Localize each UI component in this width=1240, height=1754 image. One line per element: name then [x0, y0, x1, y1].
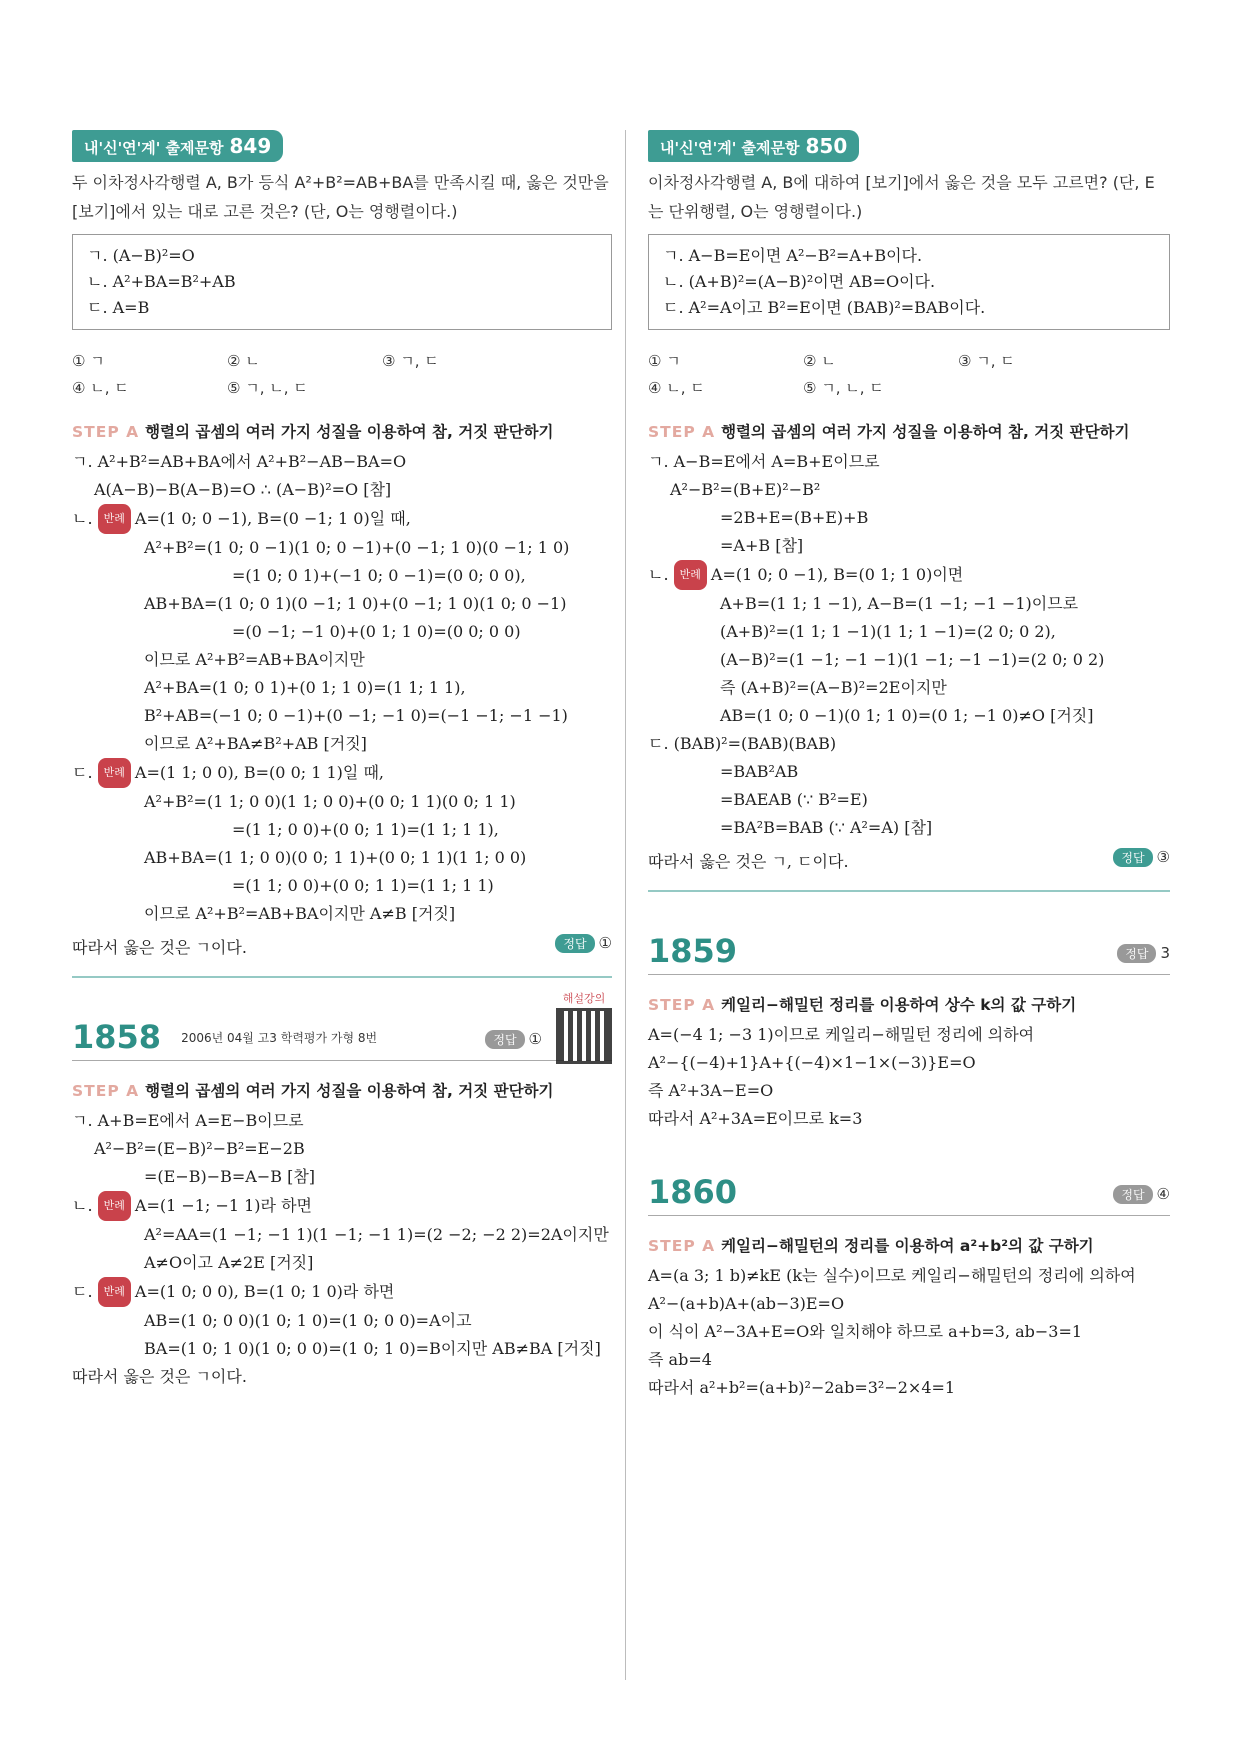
problem-source: 2006년 04월 고3 학력평가 가형 8번	[181, 1030, 378, 1045]
counterexample-badge: 반례	[674, 560, 707, 590]
solution-line: (A+B)²=(1 1; 1 −1)(1 1; 1 −1)=(2 0; 0 2),	[720, 622, 1056, 641]
choices-850	[648, 348, 1170, 402]
choice: ④ ㄴ, ㄷ	[72, 379, 129, 397]
solution-line: =BA²B=BAB (∵ A²=A) [참]	[720, 818, 933, 837]
counterexample-badge: 반례	[98, 1277, 131, 1307]
solution-line: A²+B²=(1 0; 0 −1)(1 0; 0 −1)+(0 −1; 1 0)(0 −1; 1 0)	[144, 538, 570, 557]
solution-line: =BAB²AB	[720, 762, 799, 781]
solution-line: 따라서 A²+3A=E이므로 k=3	[648, 1109, 863, 1128]
bogi-item: ㄷ. A²=A이고 B²=E이면 (BAB)²=BAB이다.	[663, 298, 986, 317]
counterexample-badge: 반례	[98, 504, 131, 534]
problem-header-1860	[648, 1173, 1170, 1216]
solution-line: 즉 A²+3A−E=O	[648, 1081, 774, 1100]
question-text-850: 이차정사각행렬 A, B에 대하여 [보기]에서 옳은 것을 모두 고르면? (단, E는 단위행렬, O는 영행렬이다.)	[648, 173, 1155, 221]
conclusion: 따라서 옳은 것은 ㄱ이다.	[72, 1367, 247, 1386]
choice: ⑤ ㄱ, ㄴ, ㄷ	[803, 379, 884, 397]
solution-line: ㄴ. 반례 A=(1 −1; −1 1)라 하면	[72, 1191, 612, 1221]
solution-line: ㄷ. 반례 A=(1 1; 0 0), B=(0 0; 1 1)일 때,	[72, 758, 612, 788]
solution-line: =2B+E=(B+E)+B	[720, 508, 869, 527]
bogi-item: ㄱ. (A−B)²=O	[87, 246, 195, 265]
choice: ① ㄱ	[72, 352, 105, 370]
solution-line: A²+B²=(1 1; 0 0)(1 1; 0 0)+(0 0; 1 1)(0 0; 1 1)	[144, 792, 516, 811]
choice: ② ㄴ	[803, 352, 836, 370]
left-column	[72, 130, 612, 1391]
conclusion: 따라서 옳은 것은 ㄱ, ㄷ이다.	[648, 852, 849, 871]
problem-number: 1860	[648, 1173, 738, 1211]
solution-line: =(0 −1; −1 0)+(0 1; 1 0)=(0 0; 0 0)	[232, 622, 521, 641]
answer-badge: 정답 ③	[1113, 848, 1170, 867]
choice: ④ ㄴ, ㄷ	[648, 379, 705, 397]
solution-line: BA=(1 0; 1 0)(1 0; 0 0)=(1 0; 1 0)=B이지만 AB≠BA [거짓]	[144, 1339, 601, 1358]
bogi-box-849	[72, 234, 612, 330]
step-heading: STEP A 행렬의 곱셈의 여러 가지 성질을 이용하여 참, 거짓 판단하기	[72, 1082, 554, 1100]
question-text-849: 두 이차정사각행렬 A, B가 등식 A²+B²=AB+BA를 만족시킬 때, 옳은 것만을 [보기]에서 있는 대로 고른 것은? (단, O는 영행렬이다.)	[72, 173, 609, 221]
solution-line: A²−(a+b)A+(ab−3)E=O	[648, 1294, 845, 1313]
problem-tag-850: 내'신'연'계' 출제문항 850	[648, 130, 859, 162]
solution-line: A²−B²=(B+E)²−B²	[670, 480, 821, 499]
choice: ⑤ ㄱ, ㄴ, ㄷ	[227, 379, 308, 397]
problem-number: 1858	[72, 1018, 162, 1056]
answer-row	[648, 848, 1170, 876]
solution-line: ㄱ. A²+B²=AB+BA에서 A²+B²−AB−BA=O	[72, 452, 407, 471]
solution-line: (A−B)²=(1 −1; −1 −1)(1 −1; −1 −1)=(2 0; 0 2)	[720, 650, 1105, 669]
solution-line: AB+BA=(1 1; 0 0)(0 0; 1 1)+(0 0; 1 1)(1 1; 0 0)	[144, 848, 527, 867]
solution-line: AB+BA=(1 0; 0 1)(0 −1; 1 0)+(0 −1; 1 0)(1 0; 0 −1)	[144, 594, 567, 613]
solution-line: AB=(1 0; 0 0)(1 0; 1 0)=(1 0; 0 0)=A이고	[144, 1311, 472, 1330]
answer-badge: 정답 3	[1117, 944, 1170, 963]
solution-line: 이므로 A²+B²=AB+BA이지만	[144, 650, 365, 669]
solution-line: =BAEAB (∵ B²=E)	[720, 790, 868, 809]
answer-badge: 정답 ④	[1113, 1185, 1170, 1204]
solution-line: A≠O이고 A≠2E [거짓]	[144, 1253, 314, 1272]
step-heading: STEP A 행렬의 곱셈의 여러 가지 성질을 이용하여 참, 거짓 판단하기	[72, 423, 554, 441]
solution-line: 이 식이 A²−3A+E=O와 일치해야 하므로 a+b=3, ab−3=1	[648, 1322, 1083, 1341]
bogi-item: ㄴ. A²+BA=B²+AB	[87, 272, 236, 291]
counterexample-badge: 반례	[98, 758, 131, 788]
solution-line: A²=AA=(1 −1; −1 1)(1 −1; −1 1)=(2 −2; −2 2)=2A이지만	[144, 1225, 609, 1244]
solution-line: A²+BA=(1 0; 0 1)+(0 1; 1 0)=(1 1; 1 1),	[144, 678, 466, 697]
solution-line: ㄷ. (BAB)²=(BAB)(BAB)	[648, 734, 837, 753]
solution-line: ㄱ. A+B=E에서 A=E−B이므로	[72, 1111, 304, 1130]
problem-tag-849: 내'신'연'계' 출제문항 849	[72, 130, 283, 162]
solution-line: A=(−4 1; −3 1)이므로 케일리−해밀턴 정리에 의하여	[648, 1025, 1035, 1044]
solution-line: A(A−B)−B(A−B)=O ∴ (A−B)²=O [참]	[94, 480, 392, 499]
solution-line: =(1 1; 0 0)+(0 0; 1 1)=(1 1; 1 1)	[232, 876, 494, 895]
solution-line: A²−{(−4)+1}A+{(−4)×1−1×(−3)}E=O	[648, 1053, 976, 1072]
answer-badge: 정답 ①	[485, 1030, 542, 1049]
solution-line: 이므로 A²+BA≠B²+AB [거짓]	[144, 734, 367, 753]
solution-line: 따라서 a²+b²=(a+b)²−2ab=3²−2×4=1	[648, 1378, 956, 1397]
step-heading: STEP A 케일리−해밀턴의 정리를 이용하여 a²+b²의 값 구하기	[648, 1237, 1094, 1255]
bogi-item: ㄴ. (A+B)²=(A−B)²이면 AB=O이다.	[663, 272, 936, 291]
qr-code-icon	[556, 1008, 612, 1064]
solution-line: ㄷ. 반례 A=(1 0; 0 0), B=(1 0; 1 0)라 하면	[72, 1277, 612, 1307]
choice: ③ ㄱ, ㄷ	[382, 352, 439, 370]
solution-line: ㄴ. 반례 A=(1 0; 0 −1), B=(0 1; 1 0)이면	[648, 560, 1170, 590]
conclusion: 따라서 옳은 것은 ㄱ이다.	[72, 938, 247, 957]
solution-line: 즉 ab=4	[648, 1350, 712, 1369]
step-heading: STEP A 행렬의 곱셈의 여러 가지 성질을 이용하여 참, 거짓 판단하기	[648, 423, 1130, 441]
qr-code[interactable]: 해설강의	[556, 990, 612, 1064]
solution-line: =(E−B)−B=A−B [참]	[144, 1167, 316, 1186]
problem-number: 1859	[648, 932, 738, 970]
solution-line: ㄴ. 반례 A=(1 0; 0 −1), B=(0 −1; 1 0)일 때,	[72, 504, 612, 534]
bogi-box-850	[648, 234, 1170, 330]
section-divider	[648, 890, 1170, 892]
choice: ① ㄱ	[648, 352, 681, 370]
column-divider	[625, 130, 626, 1680]
solution-line: =(1 1; 0 0)+(0 0; 1 1)=(1 1; 1 1),	[232, 820, 499, 839]
solution-line: =(1 0; 0 1)+(−1 0; 0 −1)=(0 0; 0 0),	[232, 566, 526, 585]
answer-row	[72, 934, 612, 962]
problem-header-1859	[648, 932, 1170, 975]
solution-line: =A+B [참]	[720, 536, 804, 555]
choices-849	[72, 348, 612, 402]
choice: ③ ㄱ, ㄷ	[958, 352, 1015, 370]
bogi-item: ㄷ. A=B	[87, 298, 150, 317]
answer-badge: 정답 ①	[555, 934, 612, 953]
solution-line: AB=(1 0; 0 −1)(0 1; 1 0)=(0 1; −1 0)≠O [거짓]	[720, 706, 1094, 725]
choice: ② ㄴ	[227, 352, 260, 370]
section-divider	[72, 976, 612, 978]
solution-line: ㄱ. A−B=E에서 A=B+E이므로	[648, 452, 880, 471]
solution-line: 즉 (A+B)²=(A−B)²=2E이지만	[720, 678, 947, 697]
solution-line: B²+AB=(−1 0; 0 −1)+(0 −1; −1 0)=(−1 −1; −1 −1)	[144, 706, 568, 725]
right-column	[648, 130, 1170, 1402]
solution-line: 이므로 A²+B²=AB+BA이지만 A≠B [거짓]	[144, 904, 456, 923]
step-heading: STEP A 케일리−해밀턴 정리를 이용하여 상수 k의 값 구하기	[648, 996, 1077, 1014]
solution-line: A²−B²=(E−B)²−B²=E−2B	[94, 1139, 305, 1158]
bogi-item: ㄱ. A−B=E이면 A²−B²=A+B이다.	[663, 246, 923, 265]
solution-line: A=(a 3; 1 b)≠kE (k는 실수)이므로 케일리−해밀턴의 정리에 의하여	[648, 1266, 1136, 1285]
problem-header-1858	[72, 992, 612, 1061]
solution-line: A+B=(1 1; 1 −1), A−B=(1 −1; −1 −1)이므로	[720, 594, 1079, 613]
counterexample-badge: 반례	[98, 1191, 131, 1221]
